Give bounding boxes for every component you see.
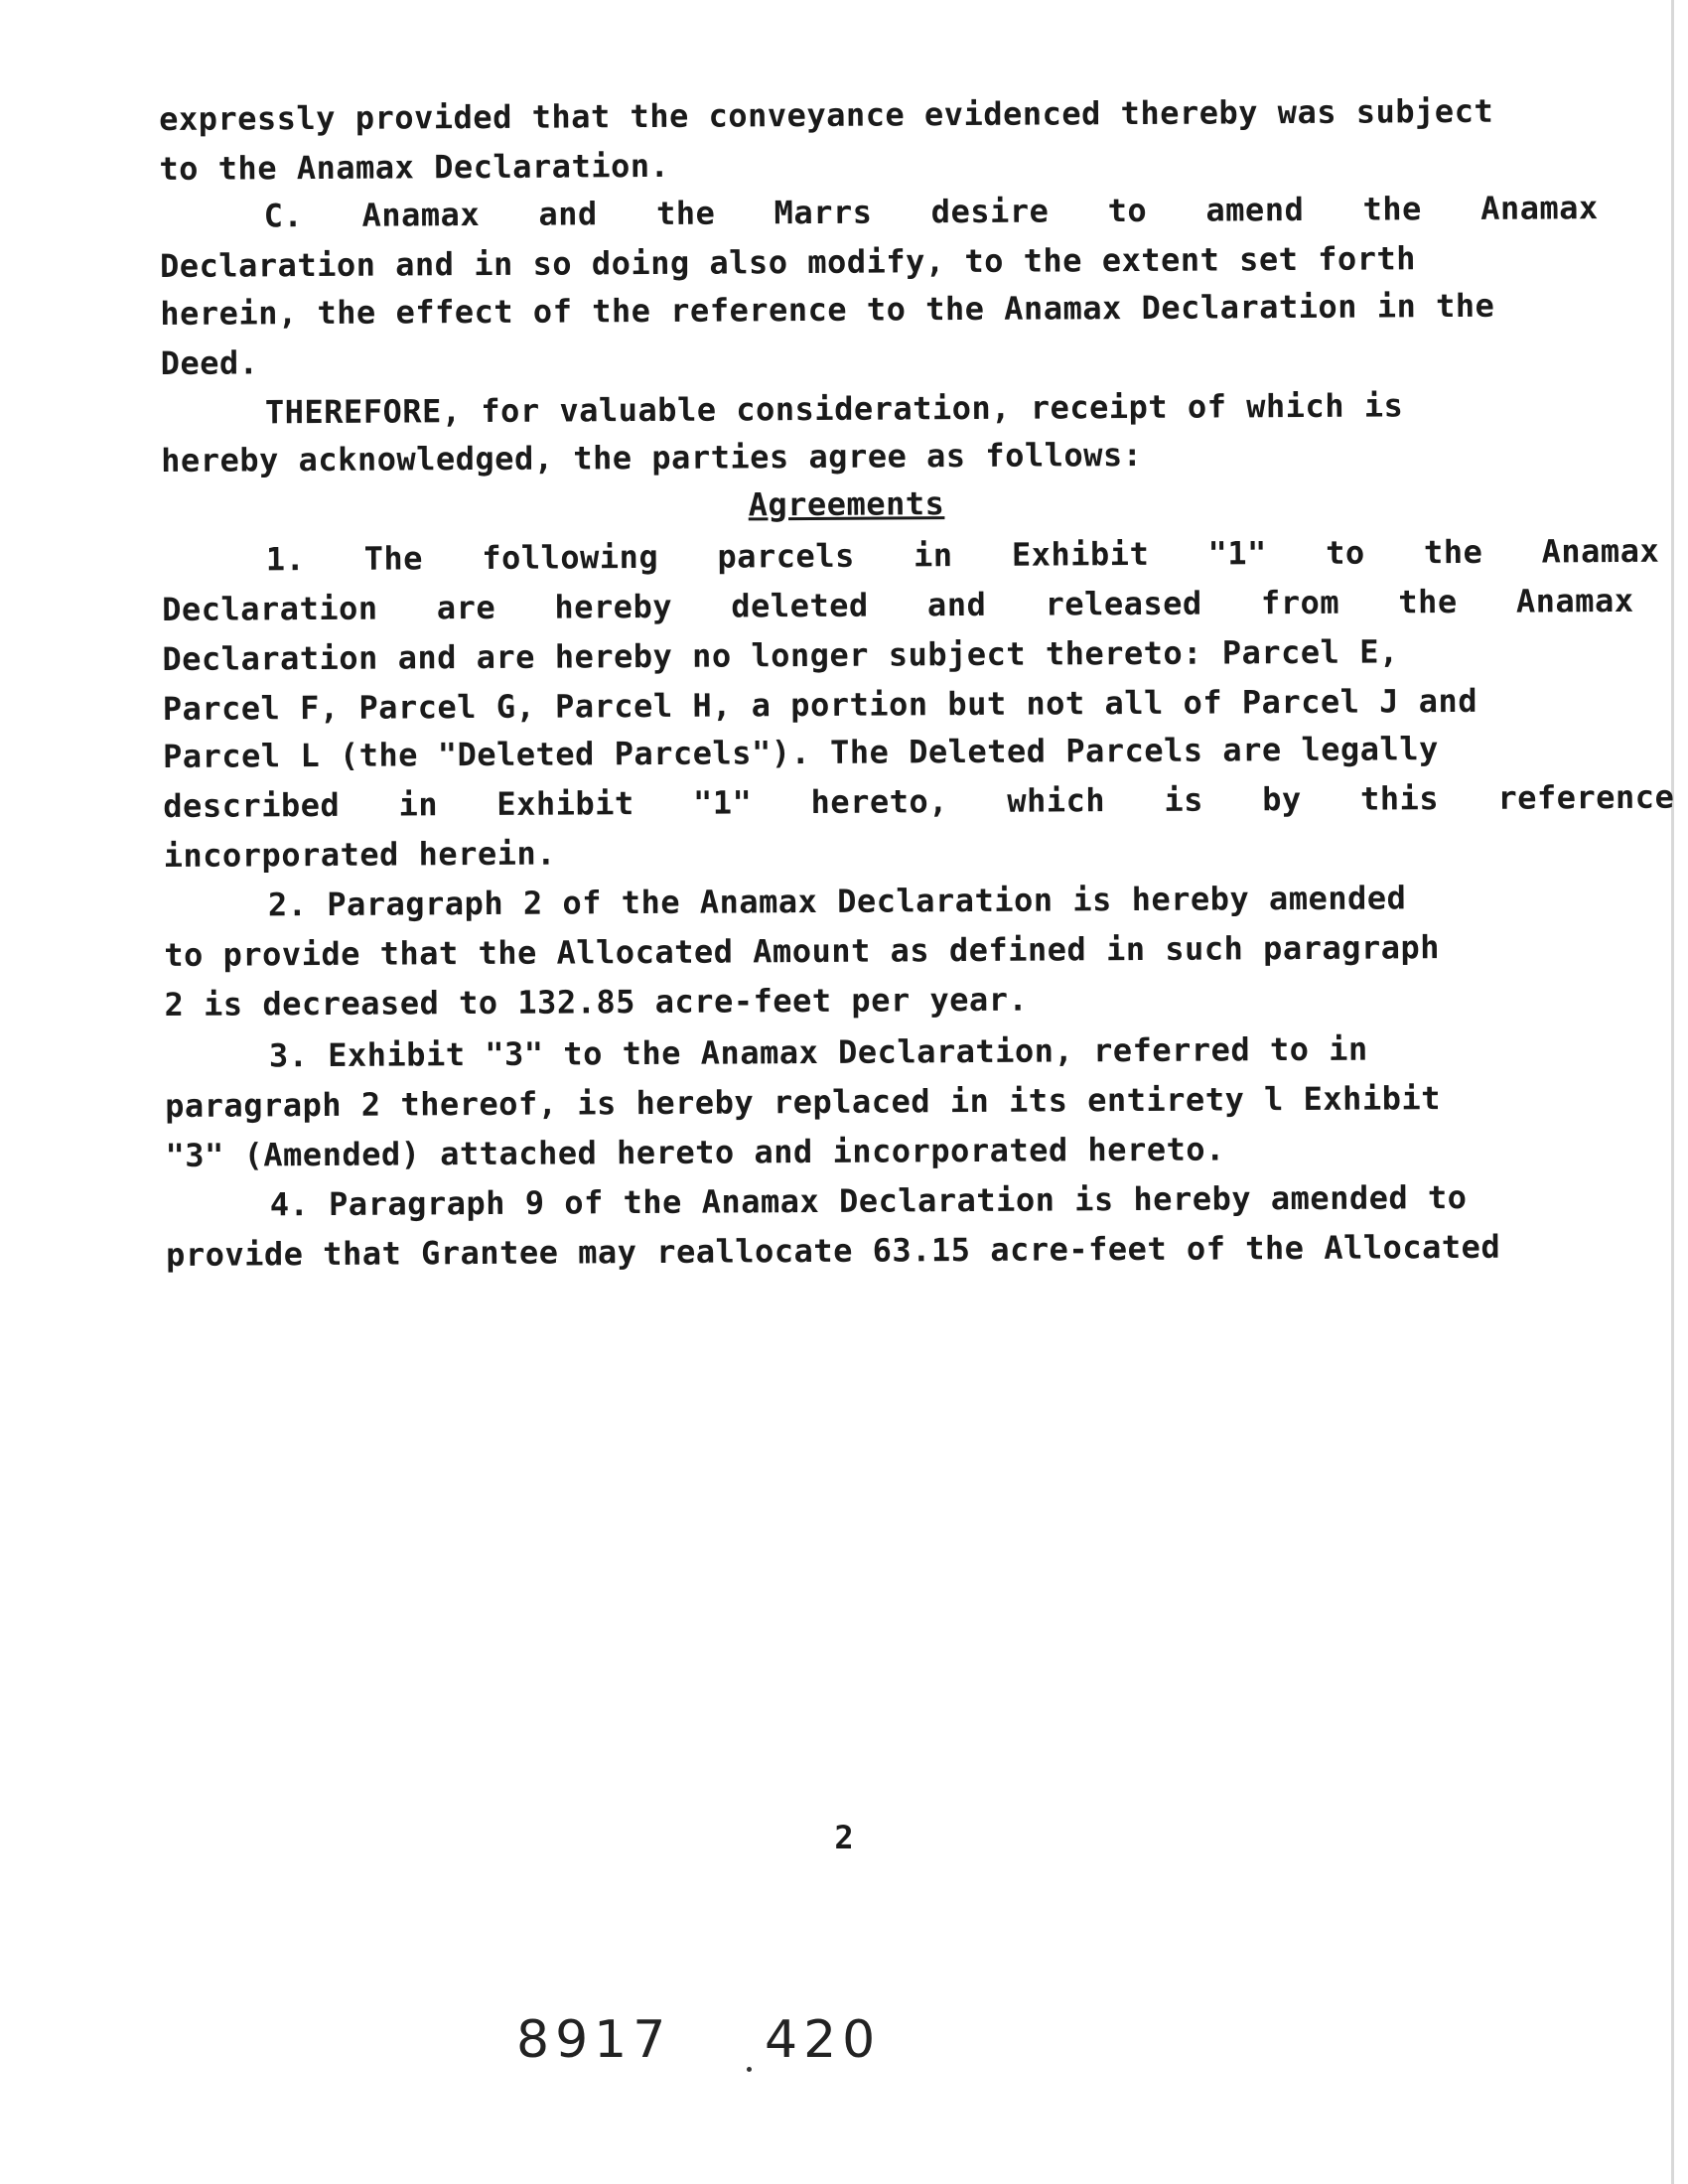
- recording-page-number: 420: [765, 2010, 882, 2070]
- text-line: Parcel L (the "Deleted Parcels"). The Deleted Parcels are legally: [162, 730, 1439, 775]
- page-number: 2: [834, 1819, 854, 1856]
- text-line: "3" (Amended) attached hereto and incorporated hereto.: [165, 1130, 1225, 1174]
- text-line: to provide that the Allocated Amount as defined in such paragraph: [164, 928, 1441, 974]
- agreement-3-line: 3. Exhibit "3" to the Anamax Declaration, referred to in: [268, 1029, 1368, 1075]
- agreement-2-line: 2. Paragraph 2 of the Anamax Declaration is hereby amended: [267, 879, 1407, 924]
- therefore-line: THEREFORE, for valuable consideration, receipt of which is: [264, 386, 1404, 432]
- text-line: Parcel F, Parcel G, Parcel H, a portion but not all of Parcel J and: [162, 681, 1478, 728]
- text-line: described in Exhibit "1" hereto, which is by this reference: [163, 777, 1675, 825]
- text-line: herein, the effect of the reference to the Anamax Declaration in the: [160, 286, 1495, 333]
- text-line: incorporated herein.: [163, 834, 557, 875]
- recording-book-number: 8917: [516, 2010, 672, 2070]
- text-line: expressly provided that the conveyance evidenced thereby was subject: [159, 91, 1494, 138]
- text-line: Declaration and in so doing also modify, to the extent set forth: [159, 239, 1417, 285]
- text-line: hereby acknowledged, the parties agree as follows:: [161, 435, 1143, 479]
- text-line: Declaration and are hereby no longer subject thereto: Parcel E,: [162, 632, 1399, 678]
- document-body: [159, 91, 1675, 1274]
- text-line: Declaration are hereby deleted and released from the Anamax: [162, 581, 1634, 628]
- text-line: provide that Grantee may reallocate 63.15 acre-feet of the Allocated: [165, 1227, 1501, 1274]
- text-line: paragraph 2 thereof, is hereby replaced in its entirety l Exhibit: [165, 1079, 1442, 1125]
- agreement-1-line: 1. The following parcels in Exhibit "1" to the Anamax: [265, 531, 1660, 579]
- text-line: Deed.: [160, 343, 259, 382]
- text-line: 2 is decreased to 132.85 acre-feet per year.: [164, 980, 1029, 1024]
- page-edge: [1671, 0, 1674, 2184]
- stamp-dot: [747, 2067, 752, 2072]
- agreement-4-line: 4. Paragraph 9 of the Anamax Declaration is hereby amended to: [269, 1177, 1468, 1224]
- text-line: to the Anamax Declaration.: [159, 146, 670, 188]
- agreements-heading: Agreements: [748, 484, 945, 524]
- paragraph-c-line: C. Anamax and the Marrs desire to amend the Anamax: [263, 189, 1599, 235]
